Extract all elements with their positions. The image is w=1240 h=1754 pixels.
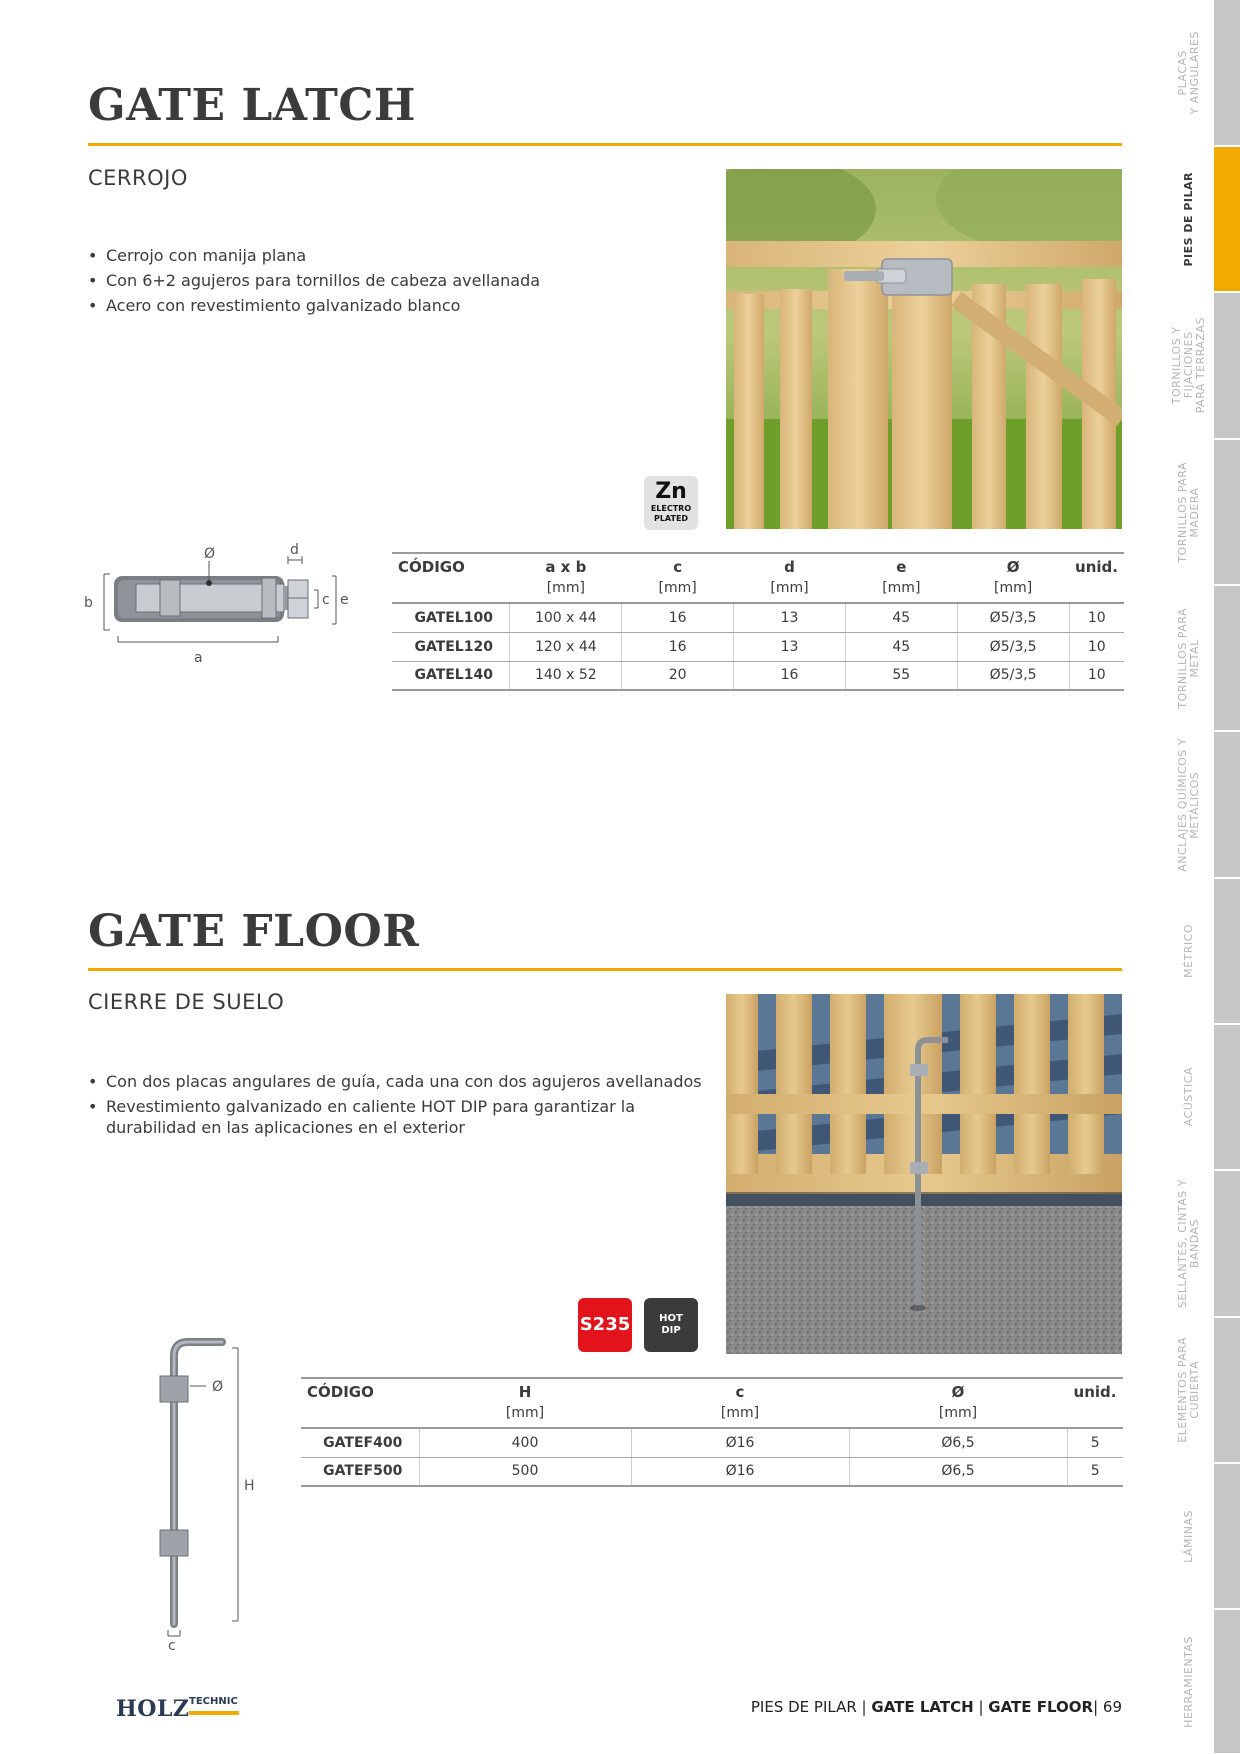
table-cell: Ø16	[631, 1428, 849, 1457]
col-header: d	[734, 553, 846, 578]
col-header: c	[631, 1378, 849, 1403]
table-cell: Ø5/3,5	[957, 603, 1069, 632]
table-cell: 120 x 44	[510, 632, 622, 661]
table-cell: 10	[1069, 603, 1124, 632]
gate-floor-title: GATE FLOOR	[88, 906, 420, 957]
side-tab-tornillos-terrazas[interactable]: TORNILLOS Y FIJACIONES PARA TERRAZAS	[1164, 293, 1240, 439]
table-header-row	[392, 553, 1124, 578]
side-tab-herramientas[interactable]: HERRAMIENTAS	[1164, 1610, 1240, 1754]
gate-floor-features	[88, 1071, 708, 1142]
col-header: Ø	[849, 1378, 1067, 1403]
col-header: unid.	[1069, 553, 1124, 578]
logo-sub: TECHNIC	[189, 1696, 238, 1707]
table-cell: 13	[734, 603, 846, 632]
unit-cell	[1069, 578, 1124, 603]
table-header-row	[301, 1378, 1123, 1403]
table-cell: 10	[1069, 661, 1124, 690]
gate-latch-rule	[88, 143, 1122, 146]
col-header: CÓDIGO	[392, 553, 510, 578]
side-tab-acustica[interactable]: ACÚSTICA	[1164, 1025, 1240, 1170]
side-tab-laminas[interactable]: LÁMINAS	[1164, 1464, 1240, 1609]
gate-floor-rule	[88, 968, 1122, 971]
logo-bar	[189, 1711, 239, 1715]
unit-cell: [mm]	[622, 578, 734, 603]
gate-floor-spec-table	[301, 1377, 1123, 1487]
gate-latch-spec-table	[392, 552, 1124, 691]
col-header: a x b	[510, 553, 622, 578]
feature-item: • Con 6+2 agujeros para tornillos de cabeza avellanada	[88, 270, 708, 291]
unit-cell: [mm]	[419, 1403, 631, 1428]
section-side-tabs	[1164, 0, 1240, 1754]
side-tab-tornillos-metal[interactable]: TORNILLOS PARA METAL	[1164, 586, 1240, 731]
table-cell: Ø5/3,5	[957, 632, 1069, 661]
code-cell: GATEF500	[301, 1457, 419, 1486]
table-cell: Ø5/3,5	[957, 661, 1069, 690]
table-row	[301, 1428, 1123, 1457]
hot-dip-badge	[644, 1298, 698, 1352]
table-cell: 20	[622, 661, 734, 690]
table-cell: 16	[622, 603, 734, 632]
table-cell: 16	[622, 632, 734, 661]
table-cell: 13	[734, 632, 846, 661]
footer-crumb-2: GATE LATCH	[871, 1698, 974, 1716]
table-cell: Ø6,5	[849, 1428, 1067, 1457]
table-row	[301, 1457, 1123, 1486]
side-tab-metrico[interactable]: MÉTRICO	[1164, 879, 1240, 1024]
gate-latch-diagram	[78, 536, 358, 670]
feature-item: • Con dos placas angulares de guía, cada una con dos agujeros avellanados	[88, 1071, 708, 1092]
unit-cell	[1067, 1403, 1123, 1428]
table-cell: 5	[1067, 1428, 1123, 1457]
table-row	[392, 661, 1124, 690]
unit-cell: [mm]	[845, 578, 957, 603]
diagram-a-label: a	[194, 650, 203, 666]
code-cell: GATEL140	[392, 661, 510, 690]
table-cell: 400	[419, 1428, 631, 1457]
table-cell: 45	[845, 632, 957, 661]
table-cell: 100 x 44	[510, 603, 622, 632]
unit-cell: [mm]	[849, 1403, 1067, 1428]
unit-cell: [mm]	[631, 1403, 849, 1428]
side-tab-pies-de-pilar[interactable]: PIES DE PILAR	[1164, 147, 1240, 292]
footer-sep: |	[861, 1698, 867, 1716]
diagram-phi-label: Ø	[212, 1379, 224, 1395]
table-cell: 55	[845, 661, 957, 690]
table-cell: 16	[734, 661, 846, 690]
table-cell: 45	[845, 603, 957, 632]
table-cell: Ø6,5	[849, 1457, 1067, 1486]
diagram-h-label: H	[244, 1478, 255, 1494]
col-header: c	[622, 553, 734, 578]
gate-latch-title: GATE LATCH	[88, 80, 416, 131]
footer-crumb-3: GATE FLOOR	[988, 1698, 1094, 1716]
table-units-row	[392, 578, 1124, 603]
code-cell: GATEL120	[392, 632, 510, 661]
badge-hot-line2: DIP	[661, 1325, 681, 1336]
logo-main: HOLZ	[116, 1696, 190, 1722]
code-cell: GATEL100	[392, 603, 510, 632]
page-number: 69	[1102, 1698, 1122, 1716]
unit-cell: [mm]	[510, 578, 622, 603]
side-tab-sellantes[interactable]: SELLANTES, CINTAS Y BANDAS	[1164, 1171, 1240, 1317]
table-cell: 10	[1069, 632, 1124, 661]
side-tab-anclajes[interactable]: ANCLAJES QUÍMICOS Y METÁLICOS	[1164, 732, 1240, 878]
table-units-row	[301, 1403, 1123, 1428]
table-cell: 500	[419, 1457, 631, 1486]
table-cell: Ø16	[631, 1457, 849, 1486]
diagram-d-label: d	[290, 542, 299, 558]
gate-latch-photo	[726, 169, 1122, 529]
zn-electroplated-badge	[644, 476, 698, 530]
footer-sep: |	[978, 1698, 984, 1716]
col-header: CÓDIGO	[301, 1378, 419, 1403]
badge-hot-line1: HOT	[659, 1313, 683, 1324]
gate-floor-diagram	[140, 1334, 270, 1654]
footer-crumb-1: PIES DE PILAR	[750, 1698, 857, 1716]
gate-latch-subtitle: CERROJO	[88, 166, 188, 190]
table-cell: 140 x 52	[510, 661, 622, 690]
footer-breadcrumb	[751, 1698, 1122, 1716]
gate-latch-features	[88, 245, 708, 320]
gate-floor-subtitle: CIERRE DE SUELO	[88, 990, 285, 1014]
diagram-c-label: c	[322, 592, 330, 608]
col-header: unid.	[1067, 1378, 1123, 1403]
table-row	[392, 632, 1124, 661]
unit-cell: [mm]	[734, 578, 846, 603]
side-tab-placas[interactable]: PLACAS Y ANGULARES	[1164, 0, 1240, 146]
holz-technic-logo	[116, 1696, 238, 1722]
unit-cell	[392, 578, 510, 603]
table-row	[392, 603, 1124, 632]
feature-item: • Revestimiento galvanizado en caliente HOT DIP para garantizar la durabilidad en las aplicaciones en el exterior	[88, 1096, 708, 1138]
s235-steel-badge: S235	[578, 1298, 632, 1352]
diagram-e-label: e	[340, 592, 349, 608]
badge-zn-label: Zn	[655, 479, 687, 504]
diagram-c-label: c	[168, 1638, 176, 1654]
col-header: Ø	[957, 553, 1069, 578]
unit-cell: [mm]	[957, 578, 1069, 603]
side-tab-elementos-cubierta[interactable]: ELEMENTOS PARA CUBIERTA	[1164, 1318, 1240, 1463]
table-cell: 5	[1067, 1457, 1123, 1486]
side-tab-tornillos-madera[interactable]: TORNILLOS PARA MADERA	[1164, 440, 1240, 585]
gate-floor-photo	[726, 994, 1122, 1354]
col-header: H	[419, 1378, 631, 1403]
unit-cell	[301, 1403, 419, 1428]
footer-sep: |	[1093, 1698, 1099, 1716]
diagram-phi-label: Ø	[204, 546, 216, 562]
feature-item: • Cerrojo con manija plana	[88, 245, 708, 266]
diagram-b-label: b	[84, 595, 93, 611]
badge-zn-line1: ELECTRO	[650, 504, 692, 513]
col-header: e	[845, 553, 957, 578]
badge-zn-line2: PLATED	[653, 514, 689, 523]
feature-item: • Acero con revestimiento galvanizado blanco	[88, 295, 708, 316]
code-cell: GATEF400	[301, 1428, 419, 1457]
